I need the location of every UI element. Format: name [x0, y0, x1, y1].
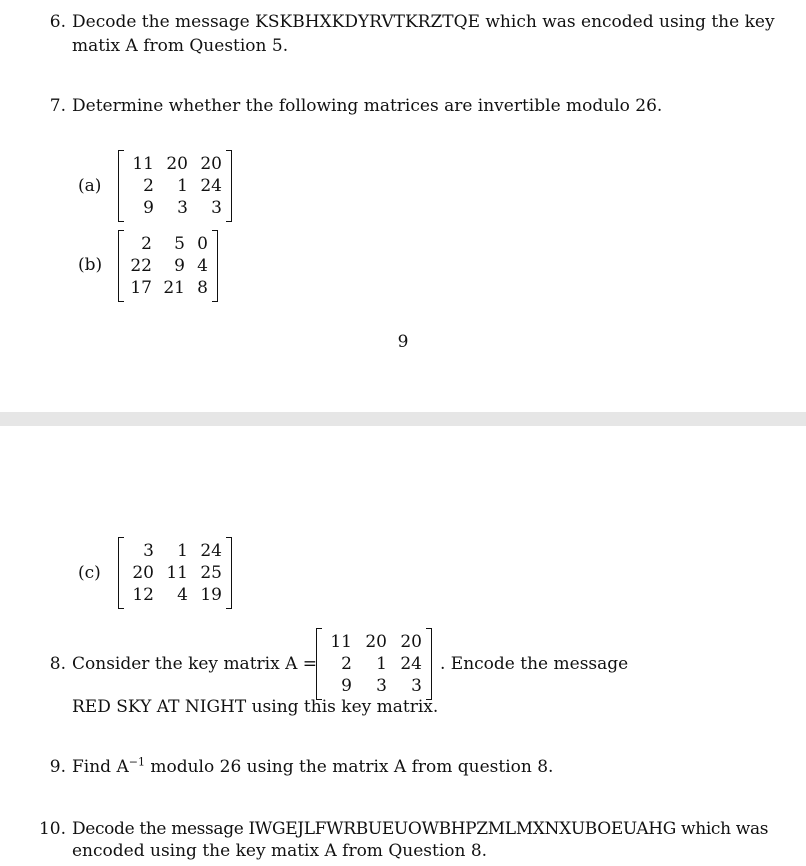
matrix-cell: 24	[400, 654, 422, 674]
matrix-cell: 20	[200, 154, 222, 174]
matrix-row	[326, 653, 422, 675]
page-number: 9	[397, 332, 409, 352]
matrix-cell: 4	[177, 585, 188, 605]
q9-text	[72, 756, 553, 778]
q10-text-line1: Decode the message IWGEJLFWRBUEUOWBHPZMLMXNXUBOEUAHG which was	[72, 819, 769, 839]
matrix-cell: 25	[200, 563, 222, 583]
matrix-row	[128, 197, 222, 219]
left-bracket	[118, 230, 124, 302]
q7-text: Determine whether the following matrices are invertible modulo 26.	[72, 96, 663, 116]
matrix-cell: 9	[341, 676, 352, 696]
matrix-cell: 21	[163, 278, 185, 298]
matrix-row	[128, 233, 208, 255]
q7c-label: (c)	[78, 563, 101, 583]
q8-number: 8.	[49, 654, 66, 674]
matrix-cell: 2	[143, 176, 154, 196]
q10-text-line2: encoded using the key matix A from Question 8.	[72, 841, 488, 861]
matrix-cell: 20	[132, 563, 154, 583]
q6-text-line2: matix A from Question 5.	[72, 36, 289, 56]
right-bracket	[426, 628, 432, 700]
q8-text-line2: RED SKY AT NIGHT using this key matrix.	[72, 697, 439, 717]
matrix-cell: 9	[174, 256, 185, 276]
matrix-row	[128, 562, 222, 584]
left-bracket	[118, 537, 124, 609]
q10-number: 10.	[38, 819, 66, 839]
matrix-cell: 1	[177, 176, 188, 196]
matrix-cell: 20	[365, 632, 387, 652]
q7a-matrix	[118, 150, 232, 222]
q8-trail-text: . Encode the message	[440, 654, 629, 674]
matrix-cell: 17	[130, 278, 152, 298]
right-bracket	[212, 230, 218, 302]
matrix-row	[128, 175, 222, 197]
matrix-row	[326, 631, 422, 653]
matrix-cell: 11	[132, 154, 154, 174]
matrix-cell: 1	[177, 541, 188, 561]
right-bracket	[226, 537, 232, 609]
left-bracket	[118, 150, 124, 222]
q7-number: 7.	[49, 96, 66, 116]
matrix-row	[128, 277, 208, 299]
q8-lead-text: Consider the key matrix A =	[72, 654, 318, 674]
matrix-cell: 24	[200, 541, 222, 561]
page-1	[0, 0, 806, 412]
matrix-cell: 2	[141, 234, 152, 254]
page-2	[0, 426, 806, 866]
q9-text-post: modulo 26 using the matrix A from question 8.	[144, 757, 554, 777]
matrix-row	[326, 675, 422, 697]
matrix-cell: 3	[177, 198, 188, 218]
matrix-row	[128, 255, 208, 277]
q7b-label: (b)	[78, 255, 103, 275]
q8-key-matrix	[316, 628, 432, 700]
matrix-row	[128, 153, 222, 175]
matrix-row	[128, 540, 222, 562]
q6-number: 6.	[49, 12, 66, 32]
matrix-cell: 9	[143, 198, 154, 218]
matrix-cell: 12	[132, 585, 154, 605]
matrix-cell: 20	[166, 154, 188, 174]
matrix-cell: 3	[376, 676, 387, 696]
right-bracket	[226, 150, 232, 222]
matrix-cell: 19	[200, 585, 222, 605]
matrix-row	[128, 584, 222, 606]
matrix-cell: 3	[211, 198, 222, 218]
q7a-label: (a)	[78, 176, 102, 196]
matrix-cell: 2	[341, 654, 352, 674]
matrix-cell: 8	[197, 278, 208, 298]
q7b-matrix	[118, 230, 218, 302]
matrix-cell: 0	[197, 234, 208, 254]
q9-text-pre: Find A	[72, 757, 129, 777]
matrix-cell: 5	[174, 234, 185, 254]
q9-inverse-superscript: −1	[128, 755, 145, 769]
matrix-cell: 11	[330, 632, 352, 652]
matrix-cell: 4	[197, 256, 208, 276]
matrix-cell: 22	[130, 256, 152, 276]
q7c-matrix	[118, 537, 232, 609]
matrix-cell: 3	[411, 676, 422, 696]
matrix-cell: 11	[166, 563, 188, 583]
q9-number: 9.	[49, 757, 66, 777]
matrix-cell: 1	[376, 654, 387, 674]
matrix-cell: 24	[200, 176, 222, 196]
left-bracket	[316, 628, 322, 700]
matrix-cell: 3	[143, 541, 154, 561]
page-separator	[0, 412, 806, 426]
q6-text-line1: Decode the message KSKBHXKDYRVTKRZTQE which was encoded using the key	[72, 12, 775, 32]
matrix-cell: 20	[400, 632, 422, 652]
